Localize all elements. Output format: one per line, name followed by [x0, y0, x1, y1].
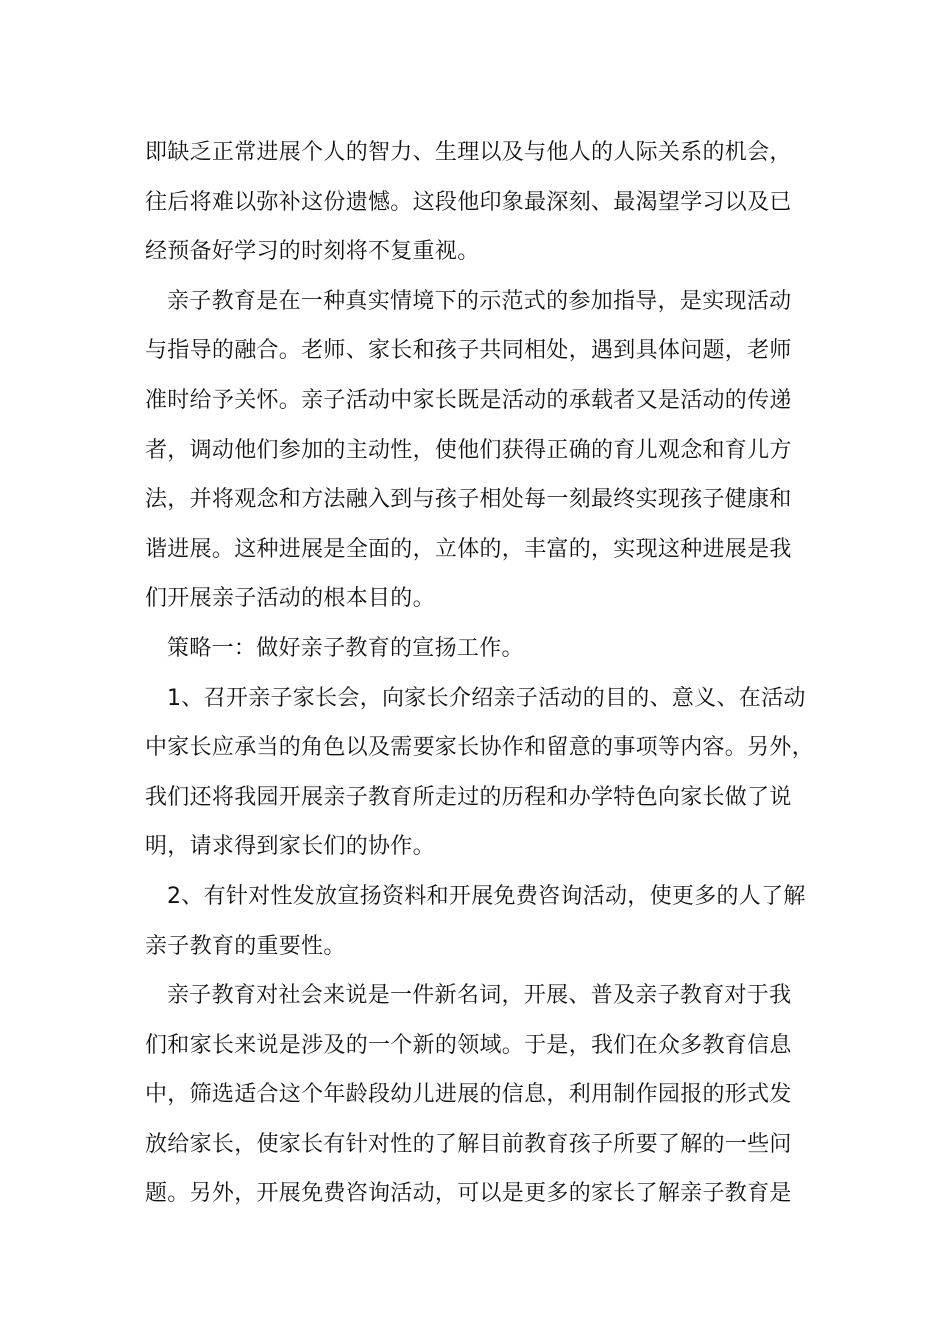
- text-line: 亲子教育的重要性。: [145, 933, 346, 959]
- text-line: 中，筛选适合这个年龄段幼儿进展的信息，利用制作园报的形式发: [145, 1082, 792, 1108]
- text-line: 放给家长，使家长有针对性的了解目前教育孩子所要了解的一些问: [145, 1131, 792, 1157]
- text-line: 即缺乏正常进展个人的智力、生理以及与他人的人际关系的机会，: [145, 140, 792, 165]
- text-line: 与指导的融合。老师、家长和孩子共同相处，遇到具体问题，老师: [145, 338, 792, 364]
- text-line: 谐进展。这种进展是全面的，立体的，丰富的，实现这种进展是我: [145, 536, 792, 562]
- text-line: 者，调动他们参加的主动性，使他们获得正确的育儿观念和育儿方: [145, 437, 792, 463]
- text-line: 明，请求得到家长们的协作。: [145, 834, 435, 860]
- text-line: 经预备好学习的时刻将不复重视。: [145, 239, 480, 265]
- text-line: 们和家长来说是涉及的一个新的领域。于是，我们在众多教育信息: [145, 1032, 792, 1058]
- text-line: 题。另外，开展免费咨询活动，可以是更多的家长了解亲子教育是: [145, 1181, 792, 1207]
- list-item-1: 1、召开亲子家长会，向家长介绍亲子活动的目的、意义、在活动: [167, 685, 806, 711]
- paragraph-first-line: 亲子教育是在一种真实情境下的示范式的参加指导，是实现活动: [167, 288, 792, 314]
- text-line: 法，并将观念和方法融入到与孩子相处每一刻最终实现孩子健康和: [145, 487, 792, 513]
- text-line: 准时给予关怀。亲子活动中家长既是活动的承载者又是活动的传递: [145, 387, 792, 413]
- text-line: 中家长应承当的角色以及需要家长协作和留意的事项等内容。另外，: [145, 735, 815, 761]
- section-heading: 策略一：做好亲子教育的宣扬工作。: [167, 635, 524, 661]
- text-line: 我们还将我园开展亲子教育所走过的历程和办学特色向家长做了说: [145, 784, 792, 810]
- text-line: 往后将难以弥补这份遗憾。这段他印象最深刻、最渴望学习以及已: [145, 189, 792, 215]
- paragraph-first-line: 亲子教育对社会来说是一件新名词，开展、普及亲子教育对于我: [167, 983, 792, 1009]
- text-line: 们开展亲子活动的根本目的。: [145, 586, 435, 612]
- document-body: [145, 128, 815, 1219]
- list-item-2: 2、有针对性发放宣扬资料和开展免费咨询活动，使更多的人了解: [167, 883, 806, 909]
